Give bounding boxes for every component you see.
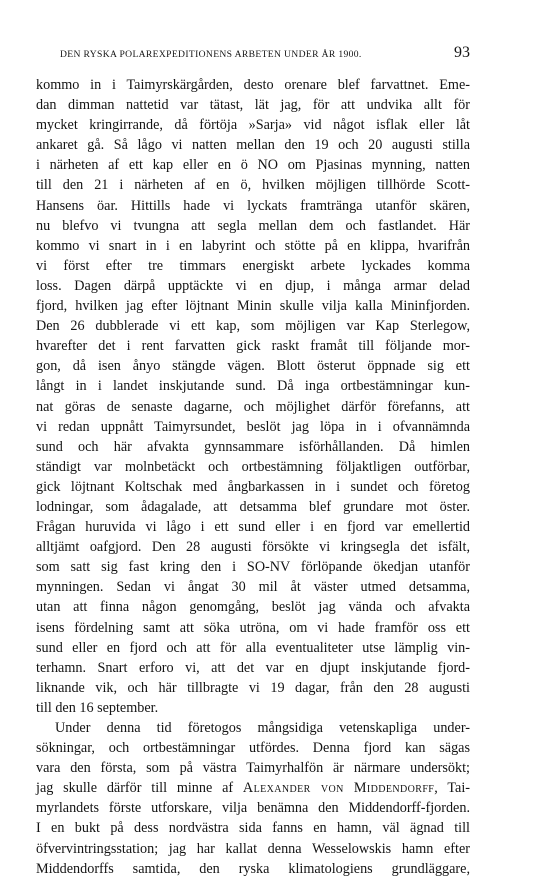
text-line: gick löjtnant Koltschak med ångbarkassen in i sundet och företog <box>36 478 470 495</box>
text-line: kommo vi snart in i en labyrint och stötte på en klippa, hvarifrån <box>36 237 470 254</box>
text-line: mycket kringirrande, då förtöja »Sarja» vid något isflak eller låt <box>36 117 470 134</box>
text-line: sund och här afvakta gynnsammare isförhållanden. Då himlen <box>36 438 470 455</box>
text-line: kommo in i Taimyrskärgården, desto orenare blef farvattnet. Eme- <box>36 77 470 93</box>
book-page <box>36 44 470 879</box>
text-line: Middendorffs samtida, den ryska klimatologiens grundläggare, <box>36 860 470 877</box>
text-line: ständigt var molnbetäckt och ortbestämning följaktligen outförbar, <box>36 458 470 475</box>
text-line: isens fördelning samt att söka utröna, om vi hade framför oss ett <box>36 619 470 636</box>
body-text <box>36 75 470 879</box>
text-line: till den 21 i närheten af en ö, hvilken möjligen tillhörde Scott- <box>36 177 470 194</box>
text-line: fjord, hvilken jag efter löjtnant Minin skulle vilja kalla Mininfjorden. <box>36 298 470 315</box>
text-line: mynningen. Sedan vi ångat 30 mil åt väster utmed detsamma, <box>36 579 470 596</box>
text-line: Frågan huruvida vi lågo i ett sund eller i en fjord var emellertid <box>36 519 470 536</box>
text-line: vi redan uppnått Taimyrsundet, beslöt jag löpa in i ofvannämnda <box>36 418 470 435</box>
text-line: sökningar, och ortbestämningar utfördes. Denna fjord kan sägas <box>36 740 470 757</box>
text-line: Hansens öar. Hittills hade vi lyckats framtränga utanför skären, <box>36 197 470 214</box>
text-line: sund eller en fjord och att för alla eventualiteter utse lämplig vin- <box>36 639 470 656</box>
text-line: nu blefvo vi tvungna att segla mellan dem och fastlandet. Här <box>36 217 470 234</box>
paragraph-1 <box>36 75 470 718</box>
text-line: som satt sig fast kring den i SO-NV förlöpande ökedjan utanför <box>36 559 470 576</box>
text-line: ankaret gå. Så lågo vi natten mellan den 19 och 20 augusti stilla <box>36 137 470 154</box>
text-line: Den 26 dubblerade vi ett kap, som möjligen var Kap Sterlegow, <box>36 318 470 335</box>
text-line: terhamn. Snart erforo vi, att det var en djupt inskjutande fjord- <box>36 659 470 676</box>
text-line: gon, då isen ånyo stängde vägen. Blott österut öppnade sig ett <box>36 358 470 375</box>
text-line: liknande vik, och här tillbragte vi 19 dagar, från den 28 augusti <box>36 679 470 696</box>
text-line: lodningar, som ådagalade, att detsamma blef grundare mot öster. <box>36 498 470 515</box>
text-line <box>36 778 470 798</box>
text-line: loss. Dagen därpå upptäckte vi en djup, i många armar delad <box>36 277 470 294</box>
text-line: vi först efter tre timmars energiskt arbete lyckades komma <box>36 257 470 274</box>
running-header <box>36 44 470 66</box>
text-line: utan att finna någon genomgång, beslöt jag vända och afvakta <box>36 599 470 616</box>
paragraph-2 <box>36 718 470 879</box>
text-line: långt in i landet inskjutande sund. Då inga ortbestämningar kun- <box>36 378 470 395</box>
page-number: 93 <box>454 44 470 61</box>
text-line: nat göras de senaste dagarne, och möjlighet därför förefanns, att <box>36 398 470 415</box>
text-line: myrlandets förste utforskare, vilja benämna den Middendorff-fjorden. <box>36 800 470 817</box>
text-line: vara den första, som på västra Taimyrhalfön är närmare undersökt; <box>36 760 470 777</box>
text-run: , Tai- <box>434 780 470 797</box>
text-line: till den 16 september. <box>36 699 159 716</box>
text-line: Under denna tid företogos mångsidiga vetenskapliga under- <box>55 720 470 736</box>
text-line: öfvervintringsstation; jag har kallat denna Wesselowskis hamn efter <box>36 840 470 857</box>
text-line: dan dimman nattetid var tätast, lät jag, för att undvika allt för <box>36 97 470 114</box>
text-line: hvarefter det i rent farvatten gick raskt framåt till följande mor- <box>36 338 470 355</box>
text-line: I en bukt på dess nordvästra sida fanns en hamn, väl ägnad till <box>36 820 470 837</box>
running-title: DEN RYSKA POLAREXPEDITIONENS ARBETEN UNDER ÅR 1900. <box>60 49 362 60</box>
text-line: alltjämt oafgjord. Den 28 augusti försökte vi kringsegla det isfält, <box>36 539 470 556</box>
text-run: jag skulle därför till minne af <box>36 780 243 797</box>
text-line: i närheten af ett kap eller en ö NO om Pjasinas mynning, natten <box>36 157 470 174</box>
small-caps-name: Alexander von Middendorff <box>242 780 435 797</box>
